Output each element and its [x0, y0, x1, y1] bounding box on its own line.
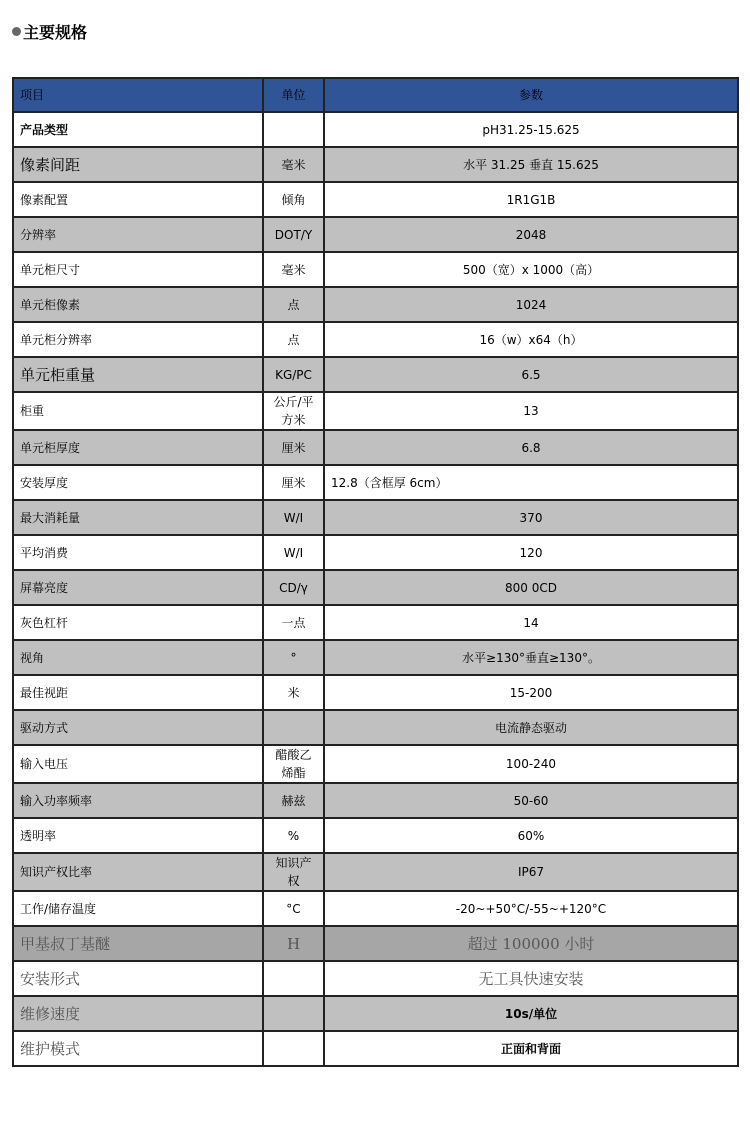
- row-value: 无工具快速安装: [324, 961, 738, 996]
- row-item: 输入功率频率: [13, 783, 263, 818]
- row-item: 单元柜尺寸: [13, 252, 263, 287]
- row-item: 平均消费: [13, 535, 263, 570]
- bullet-icon: [12, 27, 21, 36]
- row-value: 1R1G1B: [324, 182, 738, 217]
- table-row: [13, 465, 738, 500]
- row-value: 50-60: [324, 783, 738, 818]
- row-item: 单元柜分辨率: [13, 322, 263, 357]
- row-value: 超过 100000 小时: [324, 926, 738, 961]
- row-unit: 厘米: [263, 465, 324, 500]
- header-param: 参数: [324, 78, 738, 112]
- row-unit: [263, 710, 324, 745]
- row-unit: 点: [263, 287, 324, 322]
- row-item: 透明率: [13, 818, 263, 853]
- table-row: [13, 182, 738, 217]
- row-item: 安装厚度: [13, 465, 263, 500]
- table-row: [13, 217, 738, 252]
- row-item: 灰色杠杆: [13, 605, 263, 640]
- row-value: 15-200: [324, 675, 738, 710]
- table-row: [13, 535, 738, 570]
- table-row: [13, 1031, 738, 1066]
- row-item: 维护模式: [13, 1031, 263, 1066]
- table-row: [13, 392, 738, 430]
- row-item: 输入电压: [13, 745, 263, 783]
- row-item: 工作/储存温度: [13, 891, 263, 926]
- row-unit: 知识产权: [263, 853, 324, 891]
- row-value: 2048: [324, 217, 738, 252]
- row-value: 120: [324, 535, 738, 570]
- row-unit: [263, 112, 324, 147]
- row-unit: 点: [263, 322, 324, 357]
- table-row: [13, 640, 738, 675]
- row-value: 13: [324, 392, 738, 430]
- row-item: 产品类型: [13, 112, 263, 147]
- row-value: 水平 31.25 垂直 15.625: [324, 147, 738, 182]
- row-unit: 毫米: [263, 147, 324, 182]
- row-unit: 米: [263, 675, 324, 710]
- row-value: -20~+50°C/-55~+120°C: [324, 891, 738, 926]
- header-item: 项目: [13, 78, 263, 112]
- spec-table: [12, 77, 739, 1067]
- row-unit: W/I: [263, 535, 324, 570]
- table-row: [13, 675, 738, 710]
- row-value: 60%: [324, 818, 738, 853]
- row-unit: °: [263, 640, 324, 675]
- row-unit: [263, 1031, 324, 1066]
- row-unit: °C: [263, 891, 324, 926]
- row-unit: 毫米: [263, 252, 324, 287]
- table-row: [13, 961, 738, 996]
- row-item: 维修速度: [13, 996, 263, 1031]
- row-item: 单元柜重量: [13, 357, 263, 392]
- table-row: [13, 710, 738, 745]
- table-row: [13, 783, 738, 818]
- row-item: 最大消耗量: [13, 500, 263, 535]
- table-row: [13, 818, 738, 853]
- row-value: 1024: [324, 287, 738, 322]
- row-item: 柜重: [13, 392, 263, 430]
- row-unit: DOT/Y: [263, 217, 324, 252]
- row-unit: 公斤/平方米: [263, 392, 324, 430]
- row-value: 电流静态驱动: [324, 710, 738, 745]
- row-value: 12.8（含框厚 6cm）: [324, 465, 738, 500]
- row-unit: 厘米: [263, 430, 324, 465]
- row-value: 800 0CD: [324, 570, 738, 605]
- table-row: [13, 891, 738, 926]
- table-row: [13, 745, 738, 783]
- table-row: [13, 430, 738, 465]
- row-unit: [263, 996, 324, 1031]
- row-value: 水平≥130°垂直≥130°。: [324, 640, 738, 675]
- row-item: 安装形式: [13, 961, 263, 996]
- table-row: [13, 996, 738, 1031]
- row-item: 驱动方式: [13, 710, 263, 745]
- row-item: 像素配置: [13, 182, 263, 217]
- table-row: [13, 357, 738, 392]
- row-unit: 醋酸乙烯酯: [263, 745, 324, 783]
- header-unit: 单位: [263, 78, 324, 112]
- row-item: 单元柜厚度: [13, 430, 263, 465]
- table-row: [13, 147, 738, 182]
- row-value: 10s/单位: [324, 996, 738, 1031]
- table-row: [13, 500, 738, 535]
- row-item: 最佳视距: [13, 675, 263, 710]
- row-value: 6.8: [324, 430, 738, 465]
- row-value: 16（w）x64（h）: [324, 322, 738, 357]
- row-item: 分辨率: [13, 217, 263, 252]
- row-value: 370: [324, 500, 738, 535]
- row-value: 14: [324, 605, 738, 640]
- row-unit: %: [263, 818, 324, 853]
- table-row: [13, 252, 738, 287]
- row-unit: CD/γ: [263, 570, 324, 605]
- section-title-text: 主要规格: [23, 23, 88, 42]
- row-value: pH31.25-15.625: [324, 112, 738, 147]
- row-unit: W/I: [263, 500, 324, 535]
- row-unit: 倾角: [263, 182, 324, 217]
- row-unit: [263, 961, 324, 996]
- row-item: 甲基叔丁基醚: [13, 926, 263, 961]
- table-row: [13, 853, 738, 891]
- row-unit: 一点: [263, 605, 324, 640]
- table-header: [13, 78, 738, 112]
- table-row: [13, 112, 738, 147]
- table-row: [13, 287, 738, 322]
- table-row: [13, 926, 738, 961]
- table-row: [13, 570, 738, 605]
- row-value: 500（宽）x 1000（高）: [324, 252, 738, 287]
- row-value: 100-240: [324, 745, 738, 783]
- row-unit: KG/PC: [263, 357, 324, 392]
- row-unit: H: [263, 926, 324, 961]
- row-value: 正面和背面: [324, 1031, 738, 1066]
- row-value: IP67: [324, 853, 738, 891]
- row-item: 知识产权比率: [13, 853, 263, 891]
- row-value: 6.5: [324, 357, 738, 392]
- row-item: 单元柜像素: [13, 287, 263, 322]
- table-row: [13, 605, 738, 640]
- row-unit: 赫兹: [263, 783, 324, 818]
- table-row: [13, 322, 738, 357]
- row-item: 视角: [13, 640, 263, 675]
- row-item: 像素间距: [13, 147, 263, 182]
- row-item: 屏幕亮度: [13, 570, 263, 605]
- section-title: [12, 20, 87, 43]
